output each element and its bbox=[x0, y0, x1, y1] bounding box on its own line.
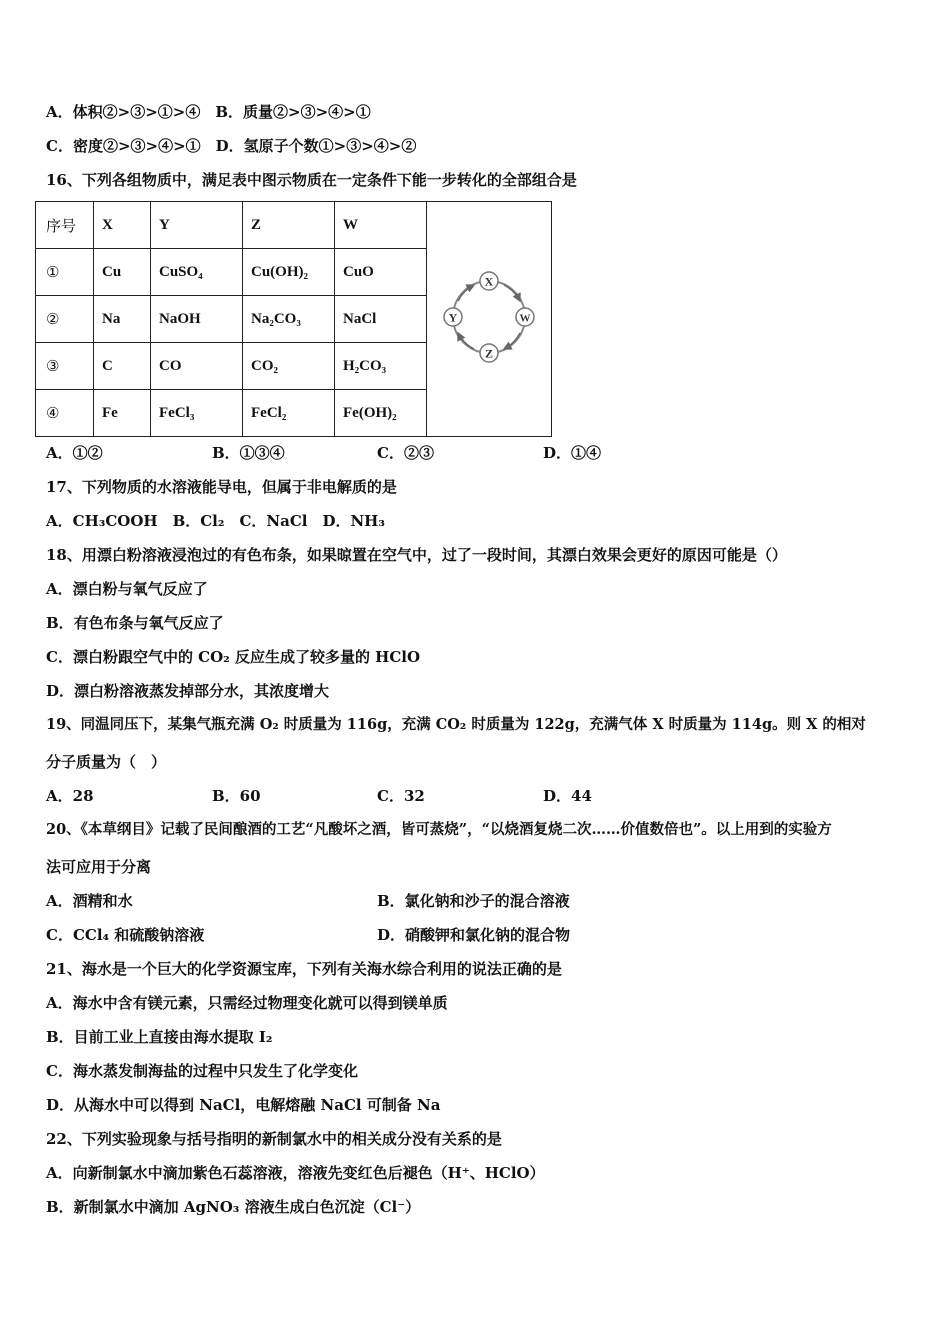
row-index: ④ bbox=[36, 390, 94, 437]
svg-text:W: W bbox=[519, 312, 531, 324]
q21-option-c: C．海水蒸发制海盐的过程中只发生了化学变化 bbox=[46, 1062, 358, 1080]
svg-text:Z: Z bbox=[484, 346, 494, 360]
q18-option-a: A．漂白粉与氧气反应了 bbox=[46, 580, 208, 598]
row-index: ② bbox=[36, 296, 94, 343]
arrow-y-to-x bbox=[458, 285, 474, 301]
cell-y: FeCl₃ bbox=[151, 390, 243, 437]
q20-option-a: A．酒精和水 bbox=[46, 892, 133, 910]
cell-z: CO₂ bbox=[243, 343, 335, 390]
node-w bbox=[516, 308, 534, 326]
q20-option-b: B．氯化钠和沙子的混合溶液 bbox=[377, 892, 570, 910]
cell-y: CuSO₄ bbox=[151, 249, 243, 296]
q17-stem: 17、下列物质的水溶液能导电，但属于非电解质的是 bbox=[46, 478, 397, 496]
cell-x: Na bbox=[94, 296, 151, 343]
q18-option-c: C．漂白粉跟空气中的 CO₂ 反应生成了较多量的 HClO bbox=[46, 648, 421, 666]
q21-stem: 21、海水是一个巨大的化学资源宝库，下列有关海水综合利用的说法正确的是 bbox=[46, 960, 562, 978]
svg-text:Y: Y bbox=[448, 310, 458, 324]
cell-w: NaCl bbox=[335, 296, 427, 343]
svg-text:X: X bbox=[484, 274, 494, 288]
q18-option-b: B．有色布条与氧气反应了 bbox=[46, 614, 224, 632]
q21-option-a: A．海水中含有镁元素，只需经过物理变化就可以得到镁单质 bbox=[46, 994, 448, 1012]
q17-options: A．CH₃COOH B．Cl₂ C．NaCl D．NH₃ bbox=[46, 512, 385, 530]
header-index: 序号 bbox=[36, 202, 94, 249]
q16-table bbox=[35, 201, 552, 437]
row-index: ① bbox=[36, 249, 94, 296]
q18-option-d: D．漂白粉溶液蒸发掉部分水，其浓度增大 bbox=[46, 682, 330, 700]
arrow-w-to-z bbox=[504, 333, 520, 349]
q22-option-b: B．新制氯水中滴加 AgNO₃ 溶液生成白色沉淀（Cl⁻） bbox=[46, 1198, 421, 1216]
q16-option-a: A．①② bbox=[46, 444, 103, 462]
q19-stem-line2: 分子质量为（ ） bbox=[46, 753, 167, 771]
q16-option-c: C．②③ bbox=[377, 444, 434, 462]
q15-options-cd: C．密度②>③>④>① D．氢原子个数①>③>④>② bbox=[46, 137, 417, 155]
q20-stem-line1: 20、《本草纲目》记载了民间酿酒的工艺“凡酸坏之酒，皆可蒸烧”，“以烧酒复烧二次……价值数倍也”。以上用到的实验方 bbox=[46, 821, 832, 838]
q20-option-c: C．CCl₄ 和硫酸钠溶液 bbox=[46, 926, 205, 944]
q16-stem: 16、下列各组物质中，满足表中图示物质在一定条件下能一步转化的全部组合是 bbox=[46, 171, 577, 189]
q16-option-b: B．①③④ bbox=[212, 444, 285, 462]
header-w: W bbox=[335, 202, 427, 249]
header-y: Y bbox=[151, 202, 243, 249]
header-x: X bbox=[94, 202, 151, 249]
cell-w: H₂CO₃ bbox=[335, 343, 427, 390]
q22-option-a: A．向新制氯水中滴加紫色石蕊溶液，溶液先变红色后褪色（H⁺、HClO） bbox=[46, 1164, 545, 1182]
conversion-cycle-diagram bbox=[434, 267, 544, 367]
q21-option-b: B．目前工业上直接由海水提取 I₂ bbox=[46, 1028, 273, 1046]
q15-options-ab: A．体积②>③>①>④ B．质量②>③>④>① bbox=[46, 103, 371, 121]
cell-w: Fe(OH)₂ bbox=[335, 390, 427, 437]
arrow-x-to-w bbox=[504, 285, 520, 301]
q21-option-d: D．从海水中可以得到 NaCl，电解熔融 NaCl 可制备 Na bbox=[46, 1096, 441, 1114]
q22-stem: 22、下列实验现象与括号指明的新制氯水中的相关成分没有关系的是 bbox=[46, 1130, 502, 1148]
q19-option-b: B．60 bbox=[212, 787, 261, 805]
q20-option-d: D．硝酸钾和氯化钠的混合物 bbox=[377, 926, 571, 944]
q19-option-d: D．44 bbox=[543, 787, 592, 805]
q16-option-d: D．①④ bbox=[543, 444, 602, 462]
cell-x: Cu bbox=[94, 249, 151, 296]
cell-y: CO bbox=[151, 343, 243, 390]
cell-w: CuO bbox=[335, 249, 427, 296]
cell-z: Na₂CO₃ bbox=[243, 296, 335, 343]
cell-x: Fe bbox=[94, 390, 151, 437]
q20-stem-line2: 法可应用于分离 bbox=[46, 858, 152, 876]
cell-z: Cu(OH)₂ bbox=[243, 249, 335, 296]
cell-y: NaOH bbox=[151, 296, 243, 343]
row-index: ③ bbox=[36, 343, 94, 390]
node-y bbox=[444, 308, 462, 326]
arrow-z-to-y bbox=[458, 333, 474, 349]
cell-x: C bbox=[94, 343, 151, 390]
q19-option-c: C．32 bbox=[377, 787, 425, 805]
header-z: Z bbox=[243, 202, 335, 249]
conversion-diagram-cell bbox=[427, 202, 552, 437]
node-z bbox=[480, 344, 498, 362]
cell-z: FeCl₂ bbox=[243, 390, 335, 437]
q18-stem: 18、用漂白粉溶液浸泡过的有色布条，如果晾置在空气中，过了一段时间，其漂白效果会更好的原因可能是（） bbox=[46, 546, 787, 564]
q19-option-a: A．28 bbox=[46, 787, 94, 805]
node-x bbox=[480, 272, 498, 290]
q19-stem-line1: 19、同温同压下，某集气瓶充满 O₂ 时质量为 116g，充满 CO₂ 时质量为 122g，充满气体 X 时质量为 114g。则 X 的相对 bbox=[46, 716, 866, 733]
